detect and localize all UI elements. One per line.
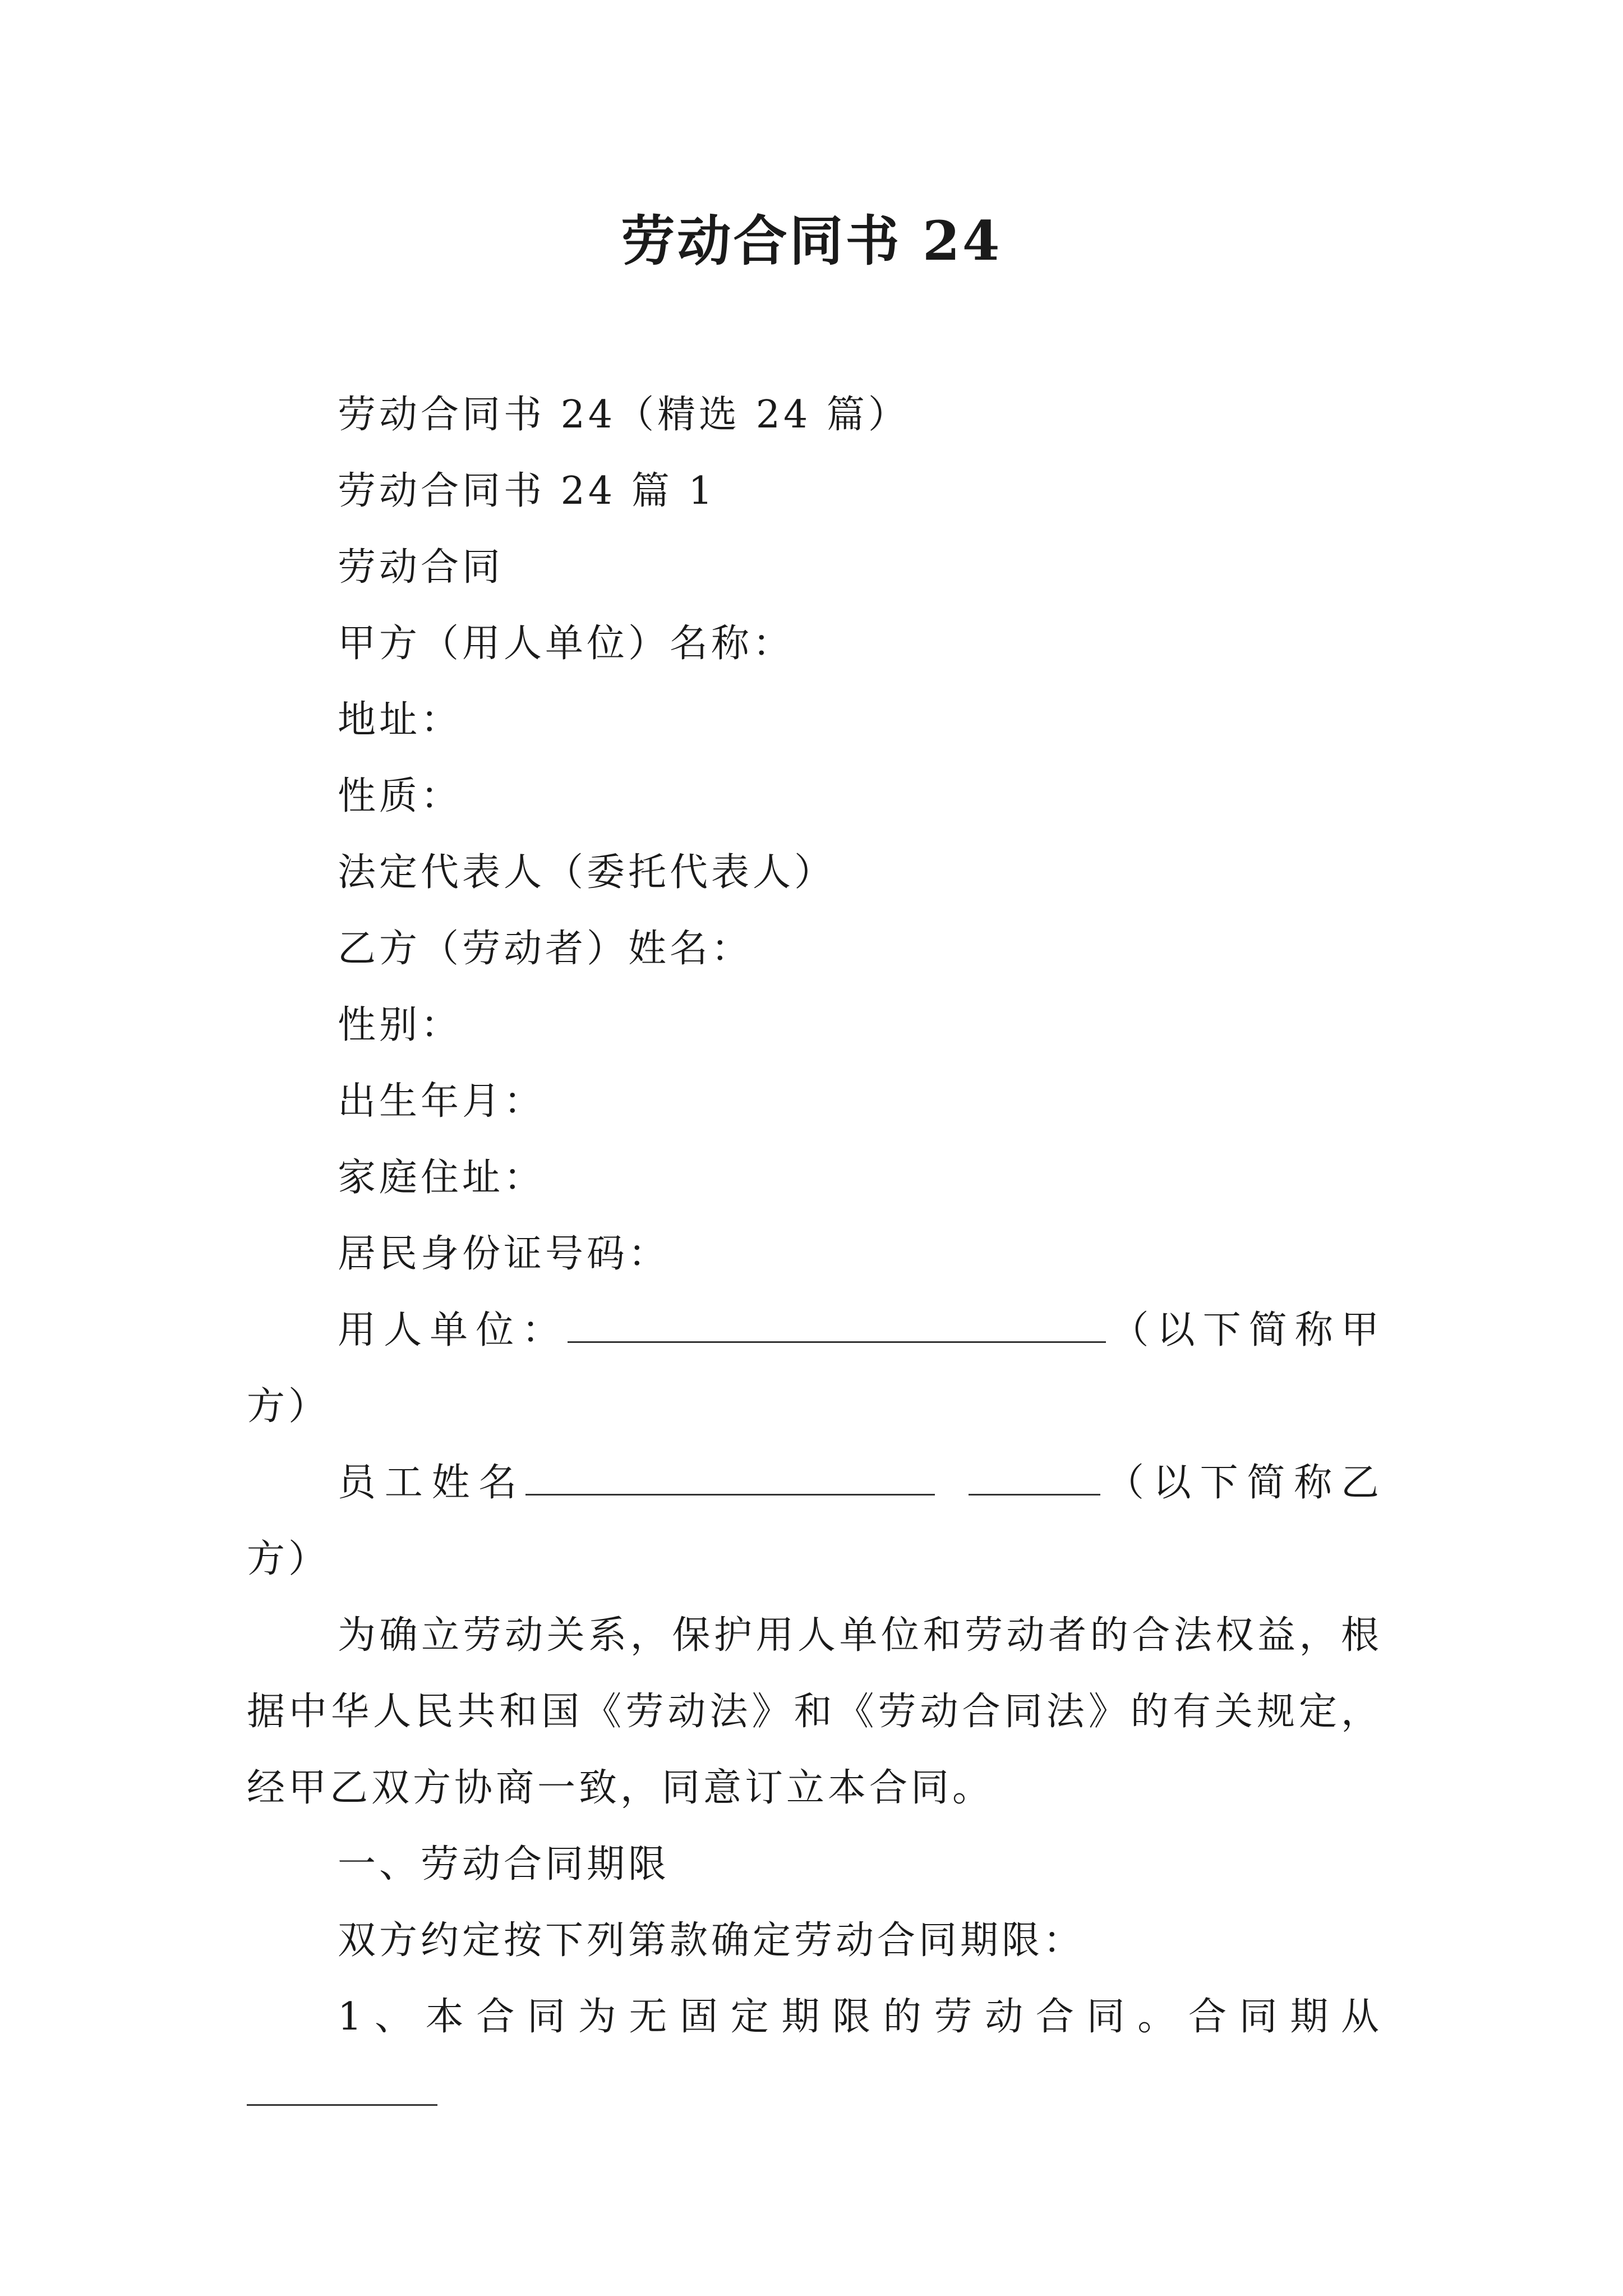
employee-blank xyxy=(525,1461,935,1496)
id-number-field: 居民身份证号码： xyxy=(338,1232,670,1276)
party-a-name-field: 甲方（用人单位）名称： xyxy=(338,622,795,666)
employer-suffix: （以下简称甲方） xyxy=(247,1308,1382,1429)
party-b-name-field: 乙方（劳动者）姓名： xyxy=(338,927,753,971)
section-item-text: 1、本合同为无固定期限的劳动合同。合同期从 xyxy=(338,1995,1382,2039)
section-intro: 双方约定按下列第款确定劳动合同期限： xyxy=(338,1918,1085,1963)
employee-label: 员工姓名 xyxy=(338,1461,526,1505)
employer-blank xyxy=(568,1309,1106,1343)
preamble-paragraph: 为确立劳动关系，保护用人单位和劳动者的合法权益，根据中华人民共和国《劳动法》和《劳动合同法》的有关规定，经甲乙双方协商一致，同意订立本合同。 xyxy=(247,1613,1382,1810)
document-body xyxy=(247,377,1382,2132)
nature-field: 性质： xyxy=(338,774,463,818)
document-title: 劳动合同书 24 xyxy=(621,209,1002,273)
employee-suffix: （以下简称乙方） xyxy=(247,1461,1382,1581)
employee-line xyxy=(247,1445,1382,1598)
employer-label: 用人单位： xyxy=(338,1308,568,1352)
contract-heading: 劳动合同 xyxy=(338,545,504,590)
term-blank xyxy=(247,2072,437,2106)
employee-blank-short xyxy=(969,1461,1100,1496)
birth-date-field: 出生年月： xyxy=(338,1079,546,1124)
section-heading: 一、劳动合同期限 xyxy=(338,1842,670,1887)
employer-line xyxy=(247,1292,1382,1445)
section-item xyxy=(247,1979,1382,2132)
address-field: 地址： xyxy=(338,698,463,742)
subtitle-line: 劳动合同书 24（精选 24 篇） xyxy=(338,393,910,437)
legal-representative-field: 法定代表人（委托代表人） xyxy=(338,850,836,895)
gender-field: 性别： xyxy=(338,1003,463,1047)
home-address-field: 家庭住址： xyxy=(338,1156,546,1200)
article-heading: 劳动合同书 24 篇 1 xyxy=(338,469,716,513)
